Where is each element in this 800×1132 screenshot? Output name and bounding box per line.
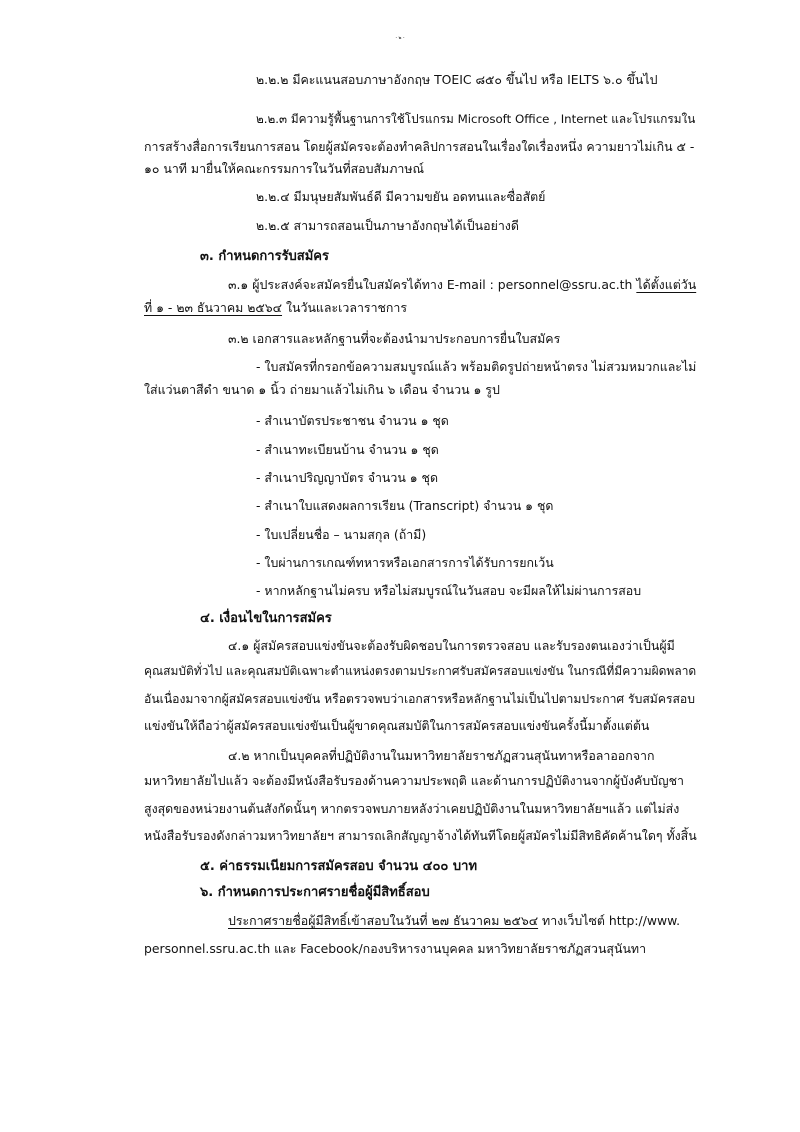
website-label: ทางเว็บไซต์ http://www. [542, 913, 681, 928]
doc-id-card: - สำเนาบัตรประชาชน จำนวน ๑ ชุด [256, 413, 449, 428]
para-6-line2: personnel.ssru.ac.th และ Facebook/กองบริหารงานบุคคล มหาวิทยาลัยราชภัฏสวนสุนันทา [144, 941, 647, 956]
item-2-2-4: ๒.๒.๔ มีมนุษยสัมพันธ์ดี มีความขยัน อดทนและซื่อสัตย์ [256, 189, 546, 204]
item-3-2: ๓.๒ เอกสารและหลักฐานที่จะต้องนำมาประกอบการยื่นใบสมัคร [228, 331, 561, 346]
para-4-2-line3: สูงสุดของหน่วยงานต้นสังกัดนั้นๆ หากตรวจพบภายหลังว่าเคยปฏิบัติงานในมหาวิทยาลัยฯแล้ว แต่ไม่ส่ง [144, 801, 680, 816]
item-3-1-date-range: ที่ ๑ - ๒๓ ธันวาคม ๒๕๖๔ [144, 300, 283, 315]
item-3-1-line2 [144, 299, 407, 317]
doc-incomplete-note: - หากหลักฐานไม่ครบ หรือไม่สมบูรณ์ในวันสอบ จะมีผลให้ไม่ผ่านการสอบ [256, 583, 642, 598]
item-2-2-3-line3: ๑๐ นาที มายื่นให้คณะกรรมการในวันที่สอบสัมภาษณ์ [144, 161, 425, 176]
para-4-2-line2: มหาวิทยาลัยไปแล้ว จะต้องมีหนังสือรับรองด้านความประพฤติ และด้านการปฏิบัติงานจากผู้บังคับบัญชา [144, 773, 684, 788]
para-4-1-line2: คุณสมบัติทั่วไป และคุณสมบัติเฉพาะตำแหน่งตรงตามประกาศรับสมัครสอบแข่งขัน ในกรณีที่มีความผิดพลาด [144, 664, 697, 678]
item-2-2-3-line2: การสร้างสื่อการเรียนการสอน โดยผู้สมัครจะต้องทำคลิปการสอนในเรื่องใดเรื่องหนึ่ง ความยาวไม่เกิน ๕ - [144, 139, 695, 154]
doc-photo-line2: ใส่แว่นตาสีดำ ขนาด ๑ นิ้ว ถ่ายมาแล้วไม่เกิน ๖ เดือน จำนวน ๑ รูป [144, 382, 500, 397]
para-4-1-line1: ๔.๑ ผู้สมัครสอบแข่งขันจะต้องรับผิดชอบในการตรวจสอบ และรับรองตนเองว่าเป็นผู้มี [228, 638, 675, 653]
announcement-date: ประกาศรายชื่อผู้มีสิทธิ์เข้าสอบในวันที่ ๒๗ ธันวาคม ๒๕๖๔ [228, 913, 539, 928]
page-number: - ๒ - [395, 36, 405, 41]
item-3-1-hours: ในวันและเวลาราชการ [285, 300, 408, 315]
doc-house-registration: - สำเนาทะเบียนบ้าน จำนวน ๑ ชุด [256, 442, 439, 457]
doc-degree: - สำเนาปริญญาบัตร จำนวน ๑ ชุด [256, 470, 439, 485]
section-3-heading: ๓. กำหนดการรับสมัคร [200, 249, 329, 264]
item-3-1-date-start: ได้ตั้งแต่วัน [636, 277, 697, 292]
item-3-1-text: ๓.๑ ผู้ประสงค์จะสมัครยื่นใบสมัครได้ทาง E-mail : personnel@ssru.ac.th [228, 277, 633, 292]
para-6-line1 [228, 912, 680, 930]
para-4-1-line3: อันเนื่องมาจากผู้สมัครสอบแข่งขัน หรือตรวจพบว่าเอกสารหรือหลักฐานไม่เป็นไปตามประกาศ รับสมัครสอบ [144, 692, 695, 706]
doc-military: - ใบผ่านการเกณฑ์ทหารหรือเอกสารการได้รับการยกเว้น [256, 555, 554, 570]
item-3-1-line1 [228, 276, 696, 294]
item-2-2-5: ๒.๒.๕ สามารถสอนเป็นภาษาอังกฤษได้เป็นอย่างดี [256, 218, 519, 233]
doc-transcript: - สำเนาใบแสดงผลการเรียน (Transcript) จำนวน ๑ ชุด [256, 498, 554, 513]
para-4-1-line4: แข่งขันให้ถือว่าผู้สมัครสอบแข่งขันเป็นผู้ขาดคุณสมบัติในการสมัครสอบแข่งขันครั้งนี้มาตั้งแต่ต้น [144, 718, 650, 733]
item-2-2-3-line1: ๒.๒.๓ มีความรู้พื้นฐานการใช้โปรแกรม Microsoft Office , Internet และโปรแกรมใน [256, 112, 696, 126]
section-4-heading: ๔. เงื่อนไขในการสมัคร [200, 611, 332, 626]
section-5-heading: ๕. ค่าธรรมเนียมการสมัครสอบ จำนวน ๔๐๐ บาท [200, 859, 478, 874]
section-6-heading: ๖. กำหนดการประกาศรายชื่อผู้มีสิทธิ์สอบ [200, 885, 430, 900]
para-4-2-line1: ๔.๒ หากเป็นบุคคลที่ปฏิบัติงานในมหาวิทยาลัยราชภัฏสวนสุนันทาหรือลาออกจาก [228, 748, 655, 763]
para-4-2-line4: หนังสือรับรองดังกล่าวมหาวิทยาลัยฯ สามารถเลิกสัญญาจ้างได้ทันทีโดยผู้สมัครไม่มีสิทธิคัดค้านใดๆ ทั้งสิ้น [144, 828, 697, 843]
item-2-2-2: ๒.๒.๒ มีคะแนนสอบภาษาอังกฤษ TOEIC ๘๕๐ ขึ้นไป หรือ IELTS ๖.๐ ขึ้นไป [256, 72, 658, 87]
doc-photo-line1: - ใบสมัครที่กรอกข้อความสมบูรณ์แล้ว พร้อมติดรูปถ่ายหน้าตรง ไม่สวมหมวกและไม่ [256, 359, 697, 374]
doc-name-change: - ใบเปลี่ยนชื่อ – นามสกุล (ถ้ามี) [256, 527, 427, 542]
